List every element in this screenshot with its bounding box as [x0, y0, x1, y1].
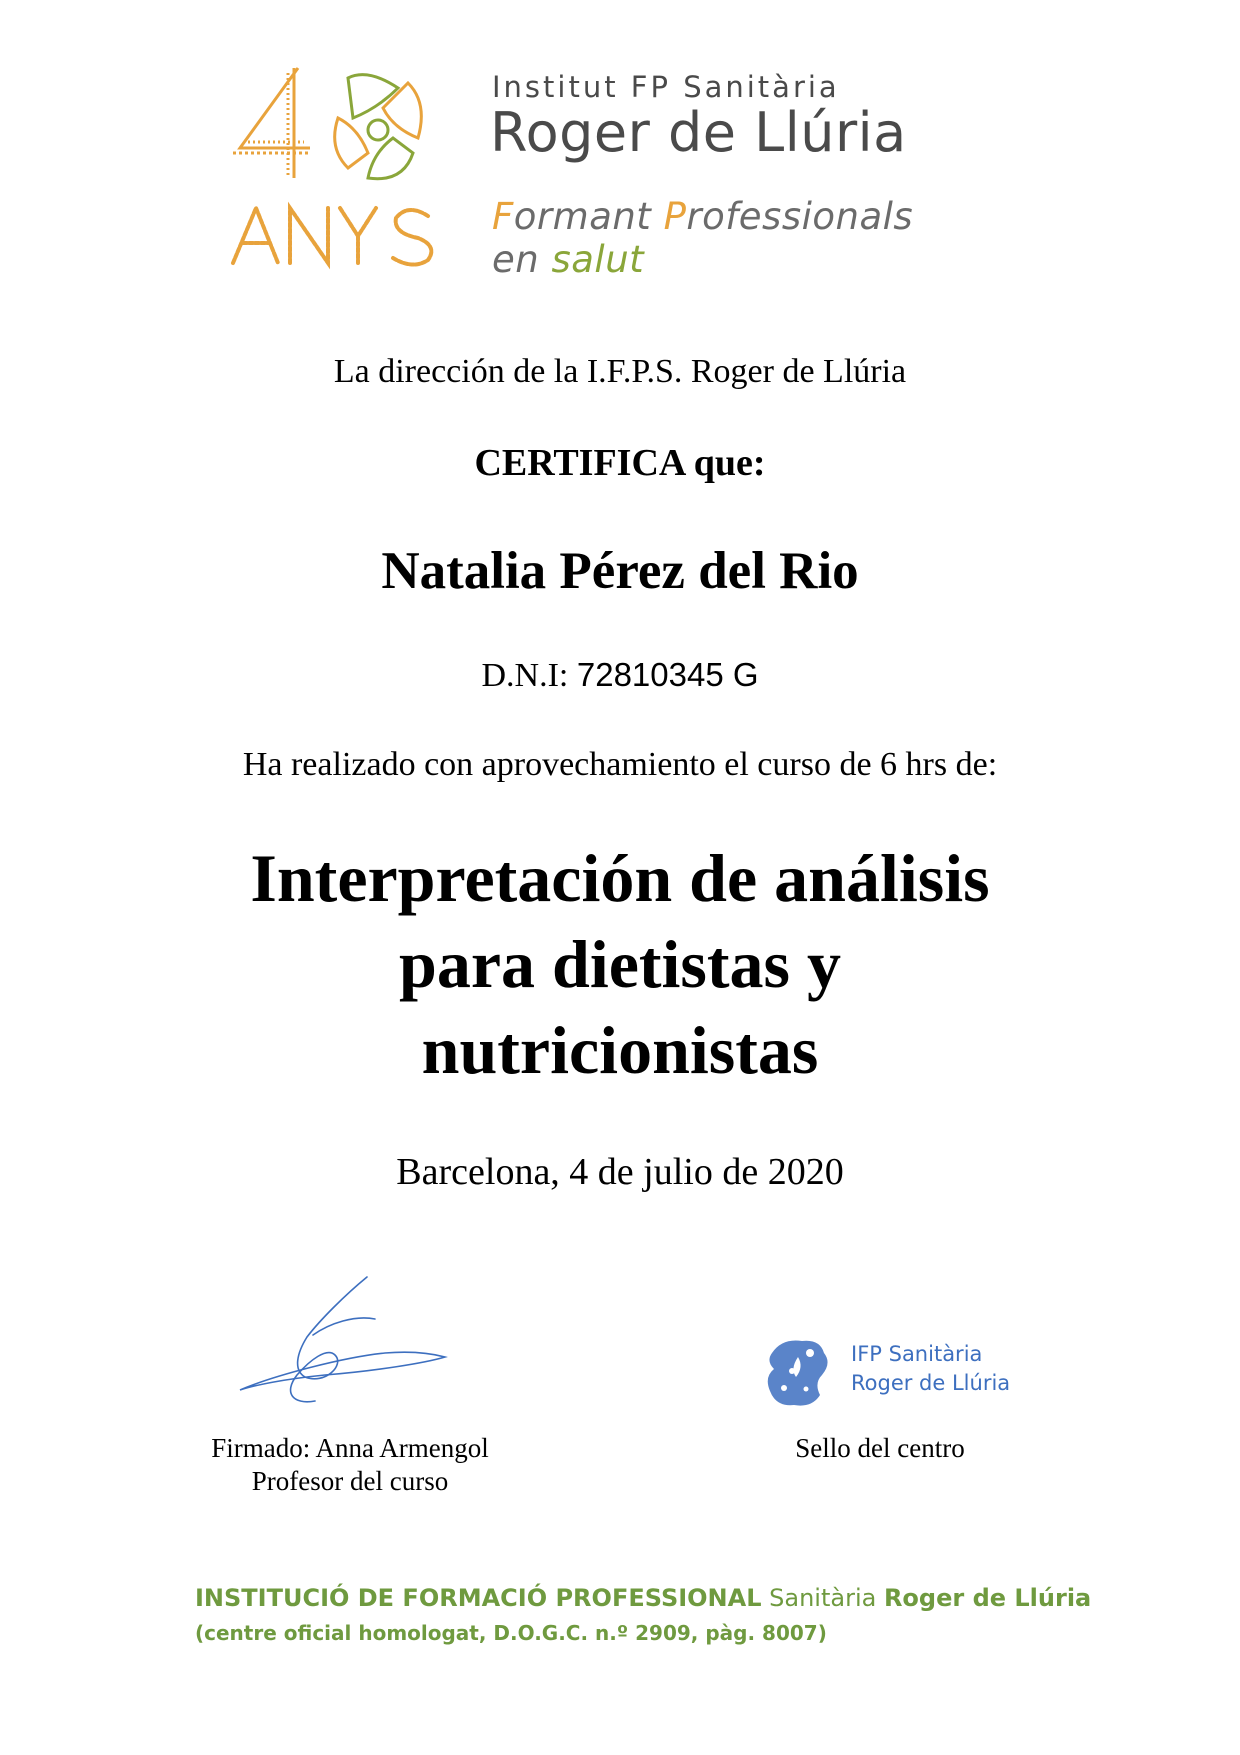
footer-institution-name — [195, 1584, 1091, 1612]
footer-institution-bold: INSTITUCIÓ DE FORMACIÓ PROFESSIONAL — [195, 1584, 762, 1612]
course-title-line: nutricionistas — [421, 1012, 819, 1088]
institute-logo-40-anys — [228, 58, 468, 283]
slogan-line2 — [492, 238, 644, 281]
slogan-highlight-p: P — [663, 195, 687, 238]
stamp-label: Sello del centro — [795, 1433, 965, 1463]
dni-value: 72810345 G — [576, 656, 759, 693]
place-and-date: Barcelona, 4 de julio de 2020 — [396, 1151, 844, 1193]
slogan-text-rofessionals: rofessionals — [686, 195, 914, 238]
slogan-highlight-salut: salut — [551, 238, 645, 281]
stamp-text-line2: Roger de Llúria — [851, 1371, 1011, 1395]
stamp-text-line1: IFP Sanitària — [851, 1342, 983, 1366]
course-completion-statement: Ha realizado con aprovechamiento el curso de 6 hrs de: — [242, 746, 998, 783]
recipient-name: Natalia Pérez del Rio — [381, 542, 859, 600]
course-title-line: para dietistas y — [399, 926, 841, 1002]
certifica-heading: CERTIFICA que: — [474, 442, 766, 484]
signed-by-line: Firmado: Anna Armengol — [211, 1433, 489, 1463]
institute-name-line2: Roger de Llúria — [490, 101, 907, 164]
slogan-highlight-f: F — [492, 195, 514, 238]
slogan-text-ormant: ormant — [513, 195, 664, 238]
course-title-line: Interpretación de análisis — [250, 840, 990, 916]
dni-label: D.N.I: — [481, 657, 577, 694]
dni-line — [0, 656, 1240, 695]
institute-name-line1: Institut FP Sanitària — [492, 70, 840, 104]
slogan-text-en: en — [492, 238, 552, 281]
footer-institution-regular: Sanitària — [761, 1584, 884, 1612]
direction-statement: La dirección de la I.F.P.S. Roger de Llúria — [333, 353, 907, 390]
slogan-line1 — [492, 195, 913, 238]
handwritten-signature — [235, 1275, 475, 1415]
course-title — [0, 835, 1240, 1093]
center-stamp-icon — [762, 1333, 844, 1413]
footer-institution-bold-name: Roger de Llúria — [883, 1584, 1092, 1612]
footer-homologation-note: (centre oficial homologat, D.O.G.C. n.º 2909, pàg. 8007) — [195, 1621, 827, 1645]
signer-role: Profesor del curso — [251, 1466, 449, 1496]
